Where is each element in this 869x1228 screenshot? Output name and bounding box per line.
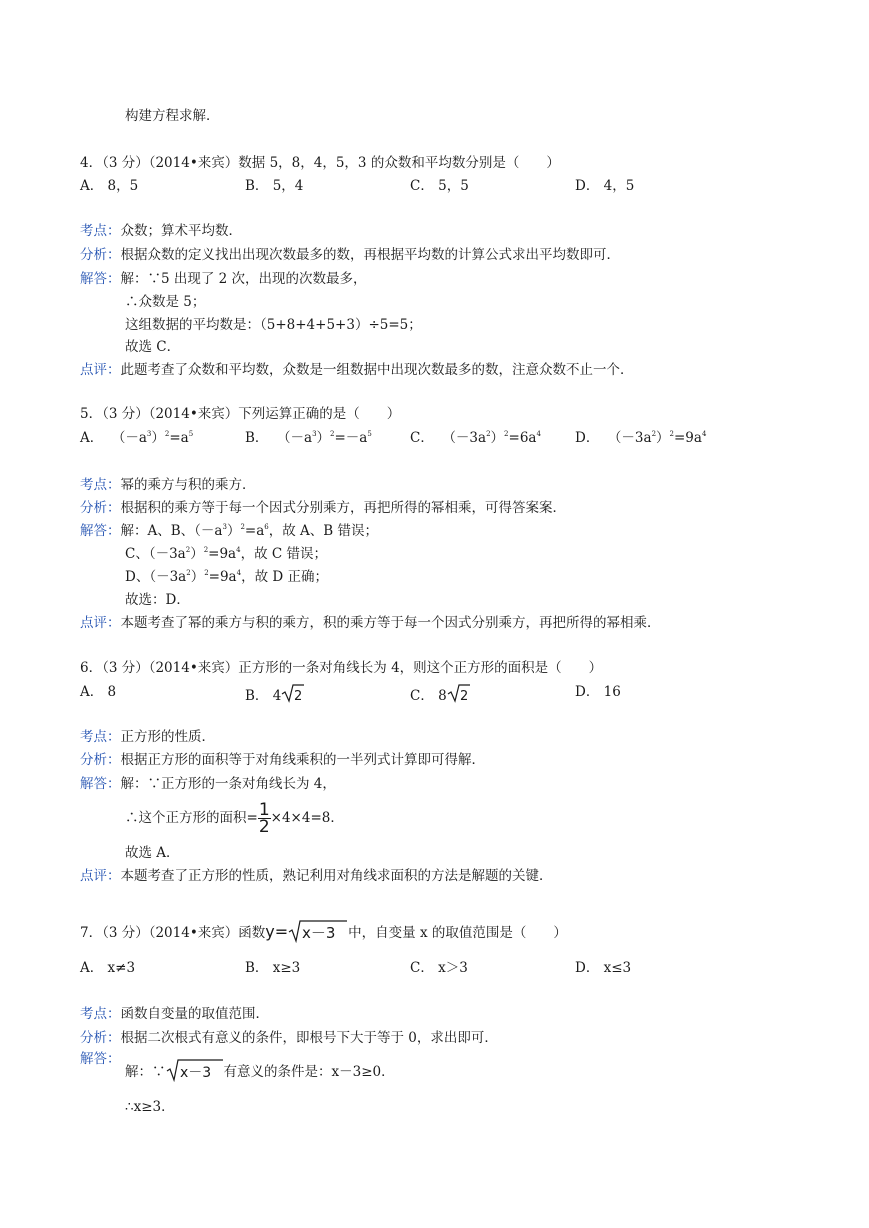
q4-jieda-line2: ∴众数是 5；	[125, 294, 206, 310]
q4-stem: 4．（3 分）（2014•来宾）数据 5，8，4，5，3 的众数和平均数分别是（ ）	[80, 155, 560, 171]
q4-fenxi: 分析：根据众数的定义找出出现次数最多的数，再根据平均数的计算公式求出平均数即可．	[80, 247, 620, 263]
q5-option-b: B． $(-a^3)^2=-a^5$	[245, 430, 372, 446]
sqrt-x-minus-3	[288, 919, 348, 943]
q7-option-d: D． x≤3	[575, 960, 632, 976]
sqrt2-symbol	[281, 683, 305, 703]
svg-text:x－3: x－3	[302, 924, 336, 942]
q5-dianping: 点评：本题考查了幂的乘方与积的乘方，积的乘方等于每一个因式分别乘方，再把所得的幂相乘．	[80, 615, 661, 631]
q4-option-c: C． 5，5	[410, 178, 469, 194]
fraction-one-half: $\frac{1}{2}$	[258, 800, 270, 837]
dianping-label: 点评：	[80, 362, 121, 378]
q7-fenxi: 分析：根据二次根式有意义的条件，即根号下大于等于 0，求出即可．	[80, 1030, 498, 1046]
q4-jieda-line3: 这组数据的平均数是：（5+8+4+5+3）÷5=5；	[125, 317, 422, 333]
intro-text: 构建方程求解．	[125, 108, 220, 124]
q6-dianping: 点评：本题考查了正方形的性质，熟记利用对角线求面积的方法是解题的关键．	[80, 868, 553, 884]
q6-option-d: D． 16	[575, 684, 621, 700]
kaodian-label: 考点：	[80, 223, 121, 239]
q5-option-d: D． $(-3a^2)^2=9a^4$	[575, 430, 707, 446]
q7-jieda-label: 解答：	[80, 1051, 121, 1067]
q7-option-b: B． x≥3	[245, 960, 301, 976]
q6-jieda-line2: ∴这个正方形的面积= $\frac{1}{2}$ ×4×4=8．	[125, 800, 344, 837]
q4-kaodian: 考点：众数；算术平均数．	[80, 223, 242, 239]
svg-text:2: 2	[459, 689, 468, 703]
q7-option-a: A． x≠3	[80, 960, 136, 976]
svg-text:x－3: x－3	[179, 1065, 211, 1081]
q4-option-d: D． 4，5	[575, 178, 635, 194]
q6-option-b: B． 4 2	[245, 683, 305, 705]
q5-jieda-line3: D、$(-3a^2)^2=9a^4$，故 D 正确；	[125, 569, 328, 585]
q7-option-c: C． x＞3	[410, 960, 468, 976]
q4-option-b: B． 5，4	[245, 178, 304, 194]
jieda-label: 解答：	[80, 271, 121, 287]
fenxi-label: 分析：	[80, 247, 121, 263]
q5-option-c: C． $(-3a^2)^2=6a^4$	[410, 430, 541, 446]
q5-stem: 5．（3 分）（2014•来宾）下列运算正确的是（ ）	[80, 406, 401, 422]
q6-jieda-line3: 故选 A．	[125, 845, 180, 861]
q4-jieda: 解答：解：∵5 出现了 2 次，出现的次数最多，	[80, 271, 367, 287]
q5-fenxi: 分析：根据积的乘方等于每一个因式分别乘方，再把所得的幂相乘，可得答案案．	[80, 500, 566, 516]
q7-jieda-line2: ∴x≥3．	[125, 1099, 175, 1115]
q5-jieda: 解答：解：A、B、$(-a^3)^2=a^6$，故 A、B 错误；	[80, 523, 379, 539]
q6-jieda: 解答：解：∵正方形的一条对角线长为 4，	[80, 776, 336, 792]
q7-jieda: 解：∵ x－3 有意义的条件是：x－3≥0．	[125, 1058, 395, 1082]
q6-option-a: A． 8	[80, 684, 117, 700]
q7-stem: 7．（3 分）（2014•来宾）函数y= x－3 中，自变量 x 的取值范围是（ ）	[80, 919, 567, 943]
q6-fenxi: 分析：根据正方形的面积等于对角线乘积的一半列式计算即可得解．	[80, 752, 485, 768]
q7-kaodian: 考点：函数自变量的取值范围．	[80, 1006, 269, 1022]
q4-jieda-line4: 故选 C．	[125, 339, 181, 355]
q6-stem: 6．（3 分）（2014•来宾）正方形的一条对角线长为 4，则这个正方形的面积是（ ）	[80, 660, 603, 676]
q5-kaodian: 考点：幂的乘方与积的乘方．	[80, 477, 256, 493]
sqrt2-symbol	[447, 683, 471, 703]
q4-option-a: A． 8，5	[80, 178, 139, 194]
q6-kaodian: 考点：正方形的性质．	[80, 729, 215, 745]
sqrt-x-minus-3	[166, 1058, 224, 1082]
q5-jieda-line2: C、$(-3a^2)^2=9a^4$，故 C 错误；	[125, 546, 327, 562]
q5-option-a: A． $(-a^3)^2=a^5$	[80, 430, 194, 446]
svg-text:2: 2	[294, 689, 303, 703]
q5-jieda-line4: 故选：D．	[125, 592, 190, 608]
q6-option-c: C． 8 2	[410, 683, 471, 705]
q4-dianping: 点评：此题考查了众数和平均数，众数是一组数据中出现次数最多的数，注意众数不止一个．	[80, 362, 634, 378]
